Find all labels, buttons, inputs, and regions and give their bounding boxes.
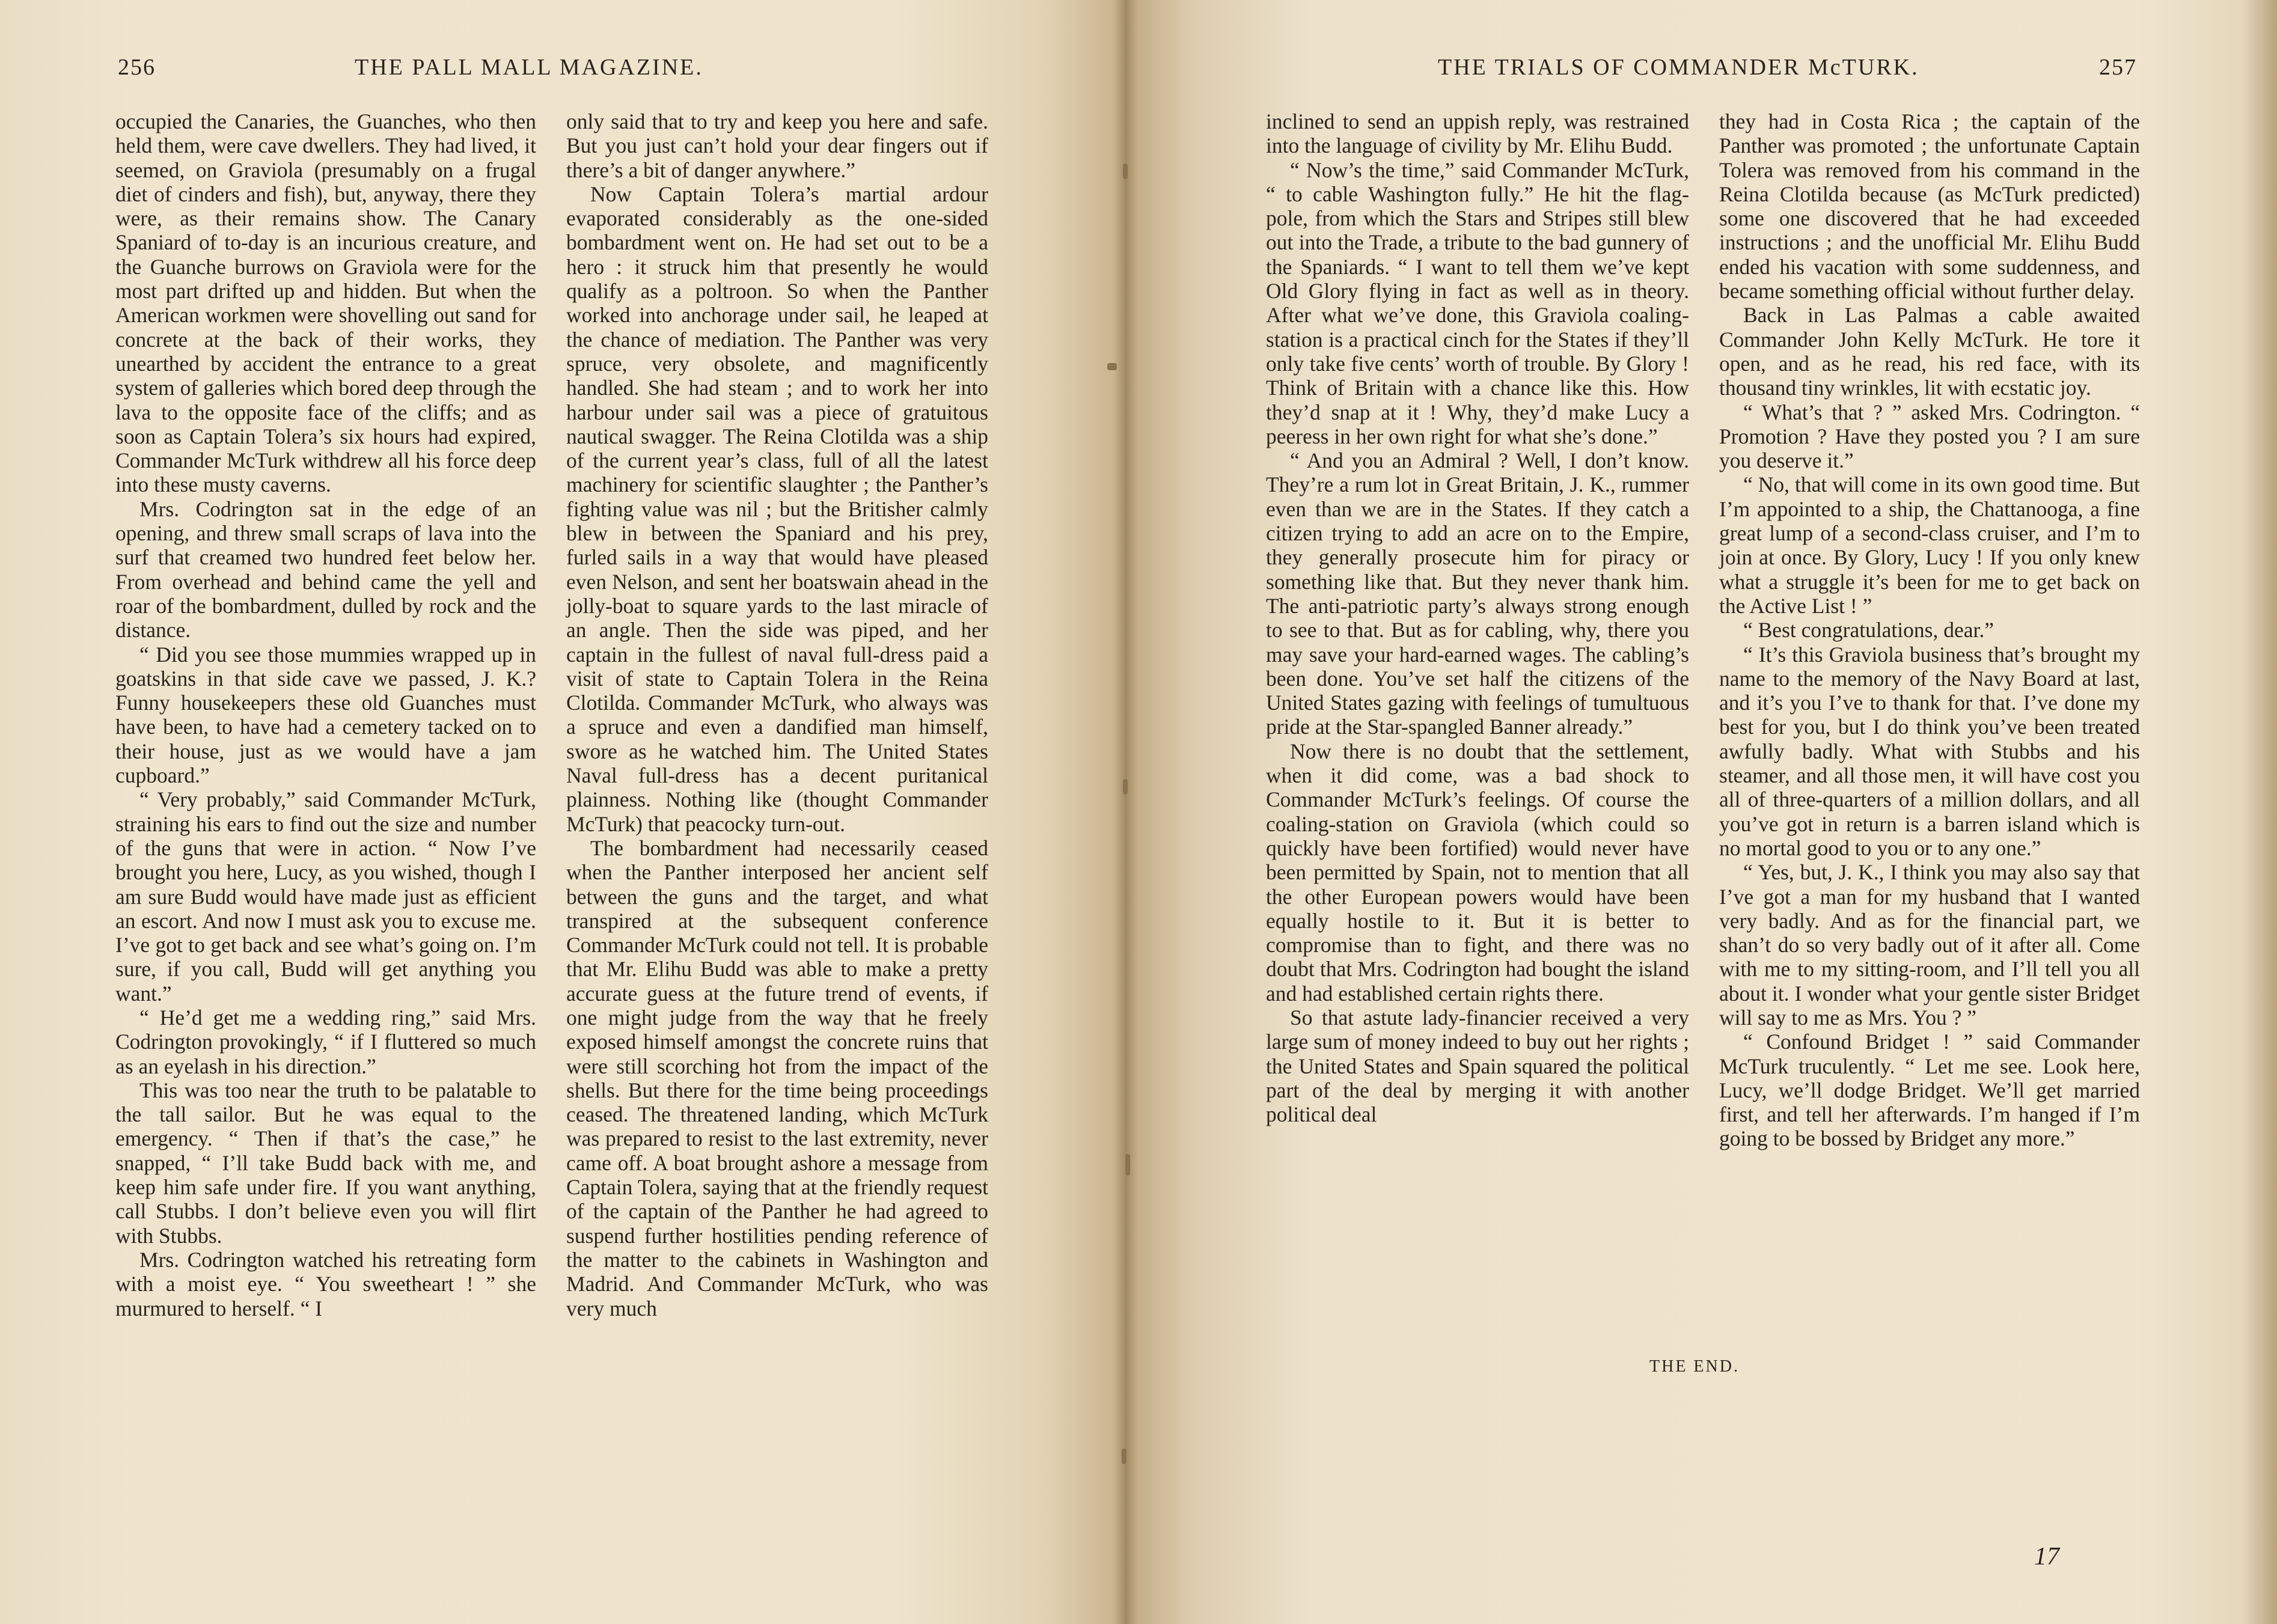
running-head: THE PALL MALL MAGAZINE.: [355, 55, 703, 80]
left-page: [0, 0, 1125, 1624]
paragraph: occupied the Canaries, the Guanches, who then held them, were cave dwellers. They had lived, it seemed, on Graviola (presumably on a frugal diet of cinders and fish), but, anyway, there they were, as their remains show. The Canary Spaniard of to-day is an incurious creature, and the Guanche burrows on Graviola were for the most part drifted up and hidden. But when the American workmen were shovelling out sand for concrete at the back of their works, they unearthed by accident the entrance to a great system of galleries which bored deep through the lava to the opposite face of the cliffs; and as soon as Captain Tolera’s six hours had expired, Commander McTurk withdrew all his force deep into these musty caverns.: [115, 109, 536, 497]
paragraph: “ What’s that ? ” asked Mrs. Codrington. “ Promotion ? Have they posted you ? I am sure you deserve it.”: [1719, 400, 2140, 473]
paragraph: “ And you an Admiral ? Well, I don’t know. They’re a rum lot in Great Britain, J. K., rummer even than we are in the States. If they catch a citizen trying to add an acre on to the Empire, they generally prosecute him for piracy or something like that. But they never thank him. The anti-patriotic party’s always strong enough to see to that. But as for cabling, why, there you may save your hard-earned wages. The cabling’s been done. You’ve set half the citizens of the United States gazing with feelings of tumultuous pride at the Star-spangled Banner already.”: [1266, 448, 1689, 739]
binding-thread-mark: [1123, 779, 1128, 795]
text-column-2: [566, 109, 988, 1320]
paragraph: This was too near the truth to be palatable to the tall sailor. But he was equal to the emergency. “ Then if that’s the case,” he snapped, “ I’ll take Budd back with me, and keep him safe under fire. If you want anything, call Stubbs. I don’t believe even you will flirt with Stubbs.: [115, 1078, 536, 1248]
end-mark: THE END.: [1649, 1357, 1740, 1376]
paragraph: Back in Las Palmas a cable awaited Commander John Kelly McTurk. He tore it open, and as he read, his red face, with its thousand tiny wrinkles, lit with ecstatic joy.: [1719, 303, 2140, 400]
paragraph: So that astute lady-financier received a very large sum of money indeed to buy out her rights ; the United States and Spain squared the political part of the deal by merging it with another political deal: [1266, 1005, 1689, 1127]
binding-thread-mark: [1122, 1448, 1126, 1464]
paragraph: “ Yes, but, J. K., I think you may also say that I’ve got a man for my husband that I wanted very badly. And as for the financial part, we shan’t do so very badly out of it after all. Come with me to my sitting-room, and I’ll tell you all about it. I wonder what your gentle sister Bridget will say to me as Mrs. You ? ”: [1719, 860, 2140, 1030]
page-number: 257: [2099, 55, 2137, 80]
text-column-1: [115, 109, 536, 1320]
right-page: [1125, 0, 2277, 1624]
paragraph: “ No, that will come in its own good time. But I’m appointed to a ship, the Chattanooga, a fine great lump of a second-class cruiser, and I’m to join at once. By Glory, Lucy ! If you only knew what a struggle it’s been for me to get back on the Active List ! ”: [1719, 472, 2140, 618]
paragraph: “ He’d get me a wedding ring,” said Mrs. Codrington provokingly, “ if I fluttered so much as an eyelash in his direction.”: [115, 1005, 536, 1078]
paragraph: only said that to try and keep you here and safe. But you just can’t hold your dear fingers out if there’s a bit of danger anywhere.”: [566, 109, 988, 182]
paragraph: Mrs. Codrington watched his retreating form with a moist eye. “ You sweetheart ! ” she murmured to herself. “ I: [115, 1247, 536, 1320]
paragraph: Now there is no doubt that the settlement, when it did come, was a bad shock to Commander McTurk’s feelings. Of course the coaling-station on Graviola (which could so quickly have been fortified) would never have been permitted by Spain, not to mention that all the other European powers would have been equally hostile to it. But it is better to compromise than to fight, and there was no doubt that Mrs. Codrington had bought the island and had established certain rights there.: [1266, 739, 1689, 1006]
paragraph: “ Did you see those mummies wrapped up in goatskins in that side cave we passed, J. K.? Funny housekeepers these old Guanches must have been, to have had a cemetery tacked on to their house, just as we would have a jam cupboard.”: [115, 642, 536, 788]
binding-thread-mark: [1107, 363, 1117, 370]
printer-signature: 17: [2034, 1543, 2059, 1571]
paragraph: “ Best congratulations, dear.”: [1743, 618, 1994, 643]
paragraph: Now Captain Tolera’s martial ardour evaporated considerably as the one-sided bombardment went on. He had set out to be a hero : it struck him that presently he would qualify as a poltroon. So when the Panther worked into anchorage under sail, he leaped at the chance of mediation. The Panther was very spruce, very obsolete, and magnificently handled. She had steam ; and to work her into harbour under sail was a piece of gratuitous nautical swagger. The Reina Clotilda was a ship of the current year’s class, full of all the latest machinery for scientific slaughter ; the Panther’s fighting value was nil ; but the Britisher calmly blew in between the Spaniard and his prey, furled sails in a way that would have pleased even Nelson, and sent her boatswain ahead in the jolly-boat to square yards to the last miracle of an angle. Then the side was piped, and her captain in the fullest of naval full-dress paid a visit of state to Captain Tolera in the Reina Clotilda. Commander McTurk, who always was a spruce and even a dandified man himself, swore as he watched him. The United States Naval full-dress has a decent puritanical plainness. Nothing like (thought Commander McTurk) that peacocky turn-out.: [566, 182, 988, 836]
binding-thread-mark: [1125, 1154, 1130, 1176]
text-column-3: [1266, 109, 1689, 1126]
binding-gutter: [1113, 0, 1137, 1624]
page-number: 256: [118, 55, 156, 80]
paragraph: Mrs. Codrington sat in the edge of an opening, and threw small scraps of lava into the surf that creamed two hundred feet below her. From overhead and behind came the yell and roar of the bombardment, dulled by rock and the distance.: [115, 496, 536, 643]
text-column-4: [1719, 109, 2140, 1151]
binding-thread-mark: [1123, 163, 1128, 179]
paragraph: “ Very probably,” said Commander McTurk, straining his ears to find out the size and number of the guns that were in action. “ Now I’ve brought you here, Lucy, as you wished, though I am sure Budd would have made just as efficient an escort. And now I must ask you to excuse me. I’ve got to get back and see what’s going on. I’m sure, if you call, Budd will get anything you want.”: [115, 787, 536, 1006]
paragraph: they had in Costa Rica ; the captain of the Panther was promoted ; the unfortunate Captain Tolera was removed from his command in the Reina Clotilda because (as McTurk predicted) some one discovered that he had exceeded instructions ; and the unofficial Mr. Elihu Budd ended his vacation with some suddenness, and became something official without further delay.: [1719, 109, 2140, 304]
paragraph: “ It’s this Graviola business that’s brought my name to the memory of the Navy Board at last, and it’s you I’ve to thank for that. I’ve done my best for you, but I do think you’ve been treated awfully badly. What with Stubbs and his steamer, and all those men, it will have cost you all of three-quarters of a million dollars, and all you’ve got in return is a barren island which is no mortal good to you or to any one.”: [1719, 642, 2140, 860]
paragraph: “ Confound Bridget ! ” said Commander McTurk truculently. “ Let me see. Look here, Lucy, we’ll dodge Bridget. We’ll get married first, and tell her afterwards. I’m hanged if I’m going to be bossed by Bridget any more.”: [1719, 1030, 2140, 1151]
paragraph: “ Now’s the time,” said Commander McTurk, “ to cable Washington fully.” He hit the flag-pole, from which the Stars and Stripes still blew out into the Trade, a tribute to the bad gunnery of the Spaniards. “ I want to tell them we’ve kept Old Glory flying in fact as well as in theory. After what we’ve done, this Graviola coaling-station is a practical cinch for the States if they’ll only take five cents’ worth of trouble. By Glory ! Think of Britain with a chance like this. How they’d snap at it ! Why, they’d make Lucy a peeress in her own right for what she’s done.”: [1266, 157, 1689, 448]
running-head: THE TRIALS OF COMMANDER McTURK.: [1438, 55, 1919, 80]
paragraph: The bombardment had necessarily ceased when the Panther interposed her ancient self between the guns and the target, and what transpired at the subsequent conference Commander McTurk could not tell. It is probable that Mr. Elihu Budd was able to make a pretty accurate guess at the future trend of events, if one might judge from the way that he freely exposed himself amongst the concrete ruins that were still scorching hot from the impact of the shells. But there for the time being proceedings ceased. The threatened landing, which McTurk was prepared to resist to the last extremity, never came off. A boat brought ashore a message from Captain Tolera, saying that at the friendly request of the captain of the Panther he had agreed to suspend further hostilities pending reference of the matter to the cabinets in Washington and Madrid. And Commander McTurk, who was very much: [566, 835, 988, 1320]
paragraph: inclined to send an uppish reply, was restrained into the language of civility by Mr. Elihu Budd.: [1266, 109, 1689, 158]
